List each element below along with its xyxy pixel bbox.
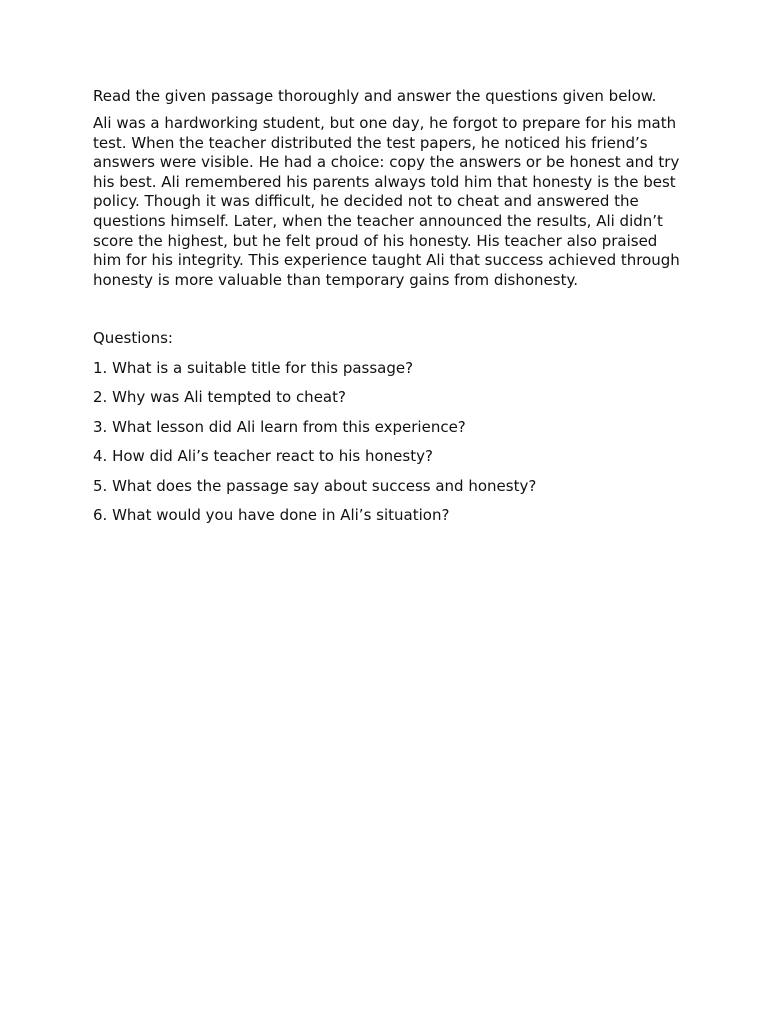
instruction-text: Read the given passage thoroughly and answer the questions given below. <box>93 87 657 105</box>
question-item: 3. What lesson did Ali learn from this experience? <box>93 417 466 436</box>
passage-text: Ali was a hardworking student, but one day, he forgot to prepare for his math test. When the teacher distributed the test papers, he noticed his friend’s answers were visible. He had a choice: copy the answers or be honest and try his best. Ali remembered his parents always told him that honesty is the best policy. Though it was difficult, he decided not to cheat and answered the questions himself. Later, when the teacher announced the results, Ali didn’t score the highest, but he felt proud of his honesty. His teacher also praised him for his integrity. This experience taught Ali that success achieved through honesty is more valuable than temporary gains from dishonesty. <box>93 114 680 289</box>
question-item: 2. Why was Ali tempted to cheat? <box>93 388 346 407</box>
question-item: 4. How did Ali’s teacher react to his honesty? <box>93 447 433 466</box>
question-item: 1. What is a suitable title for this passage? <box>93 358 414 377</box>
question-list <box>93 358 683 526</box>
question-item: 6. What would you have done in Ali’s situation? <box>93 506 450 525</box>
questions-heading: Questions: <box>93 329 173 348</box>
question-item: 5. What does the passage say about success and honesty? <box>93 476 537 495</box>
document-page <box>93 86 683 525</box>
